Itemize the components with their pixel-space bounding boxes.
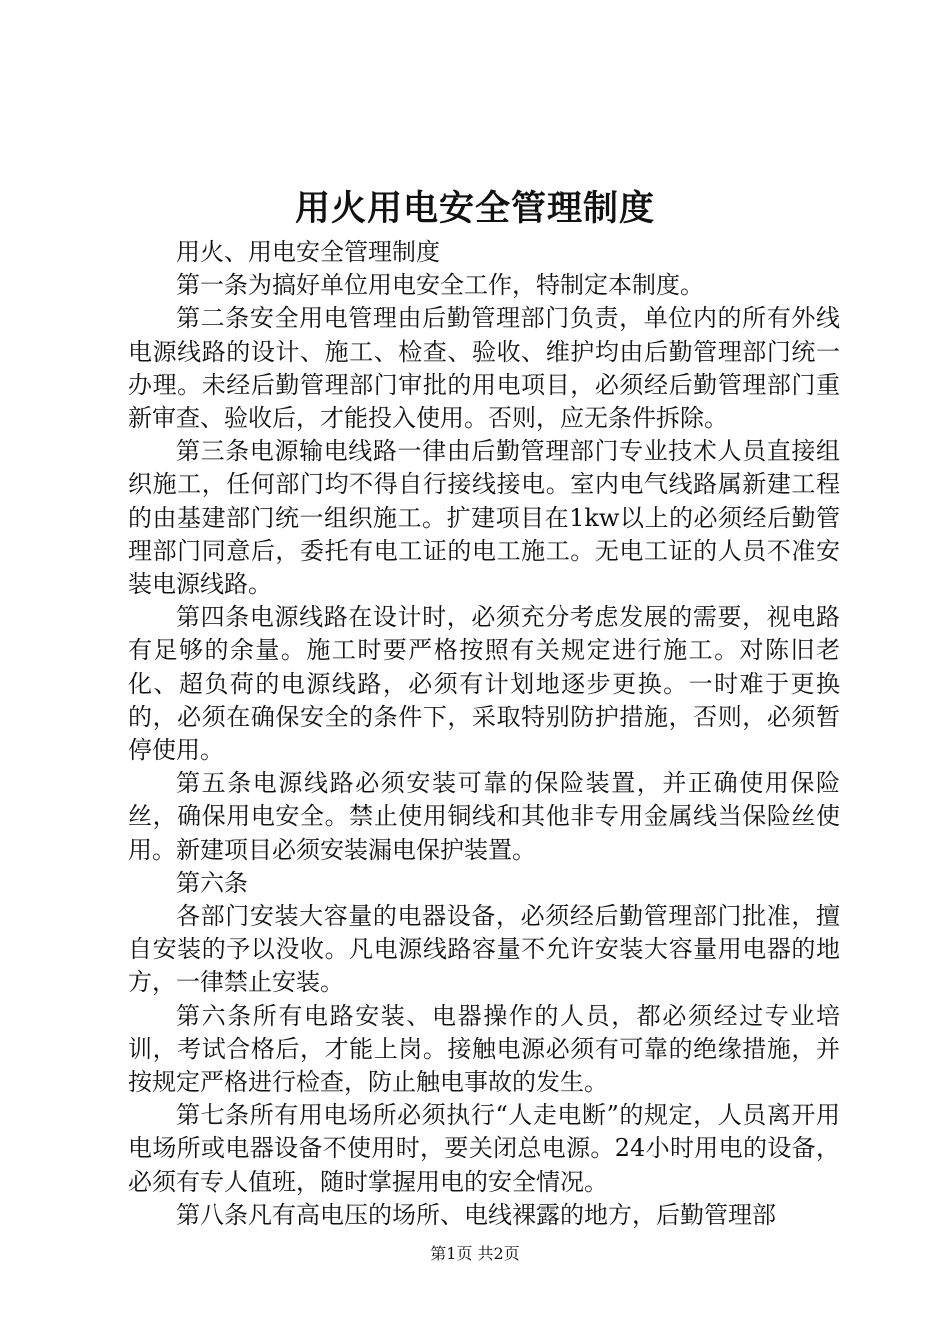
paragraph-article-6-body: 各部门安装大容量的电器设备，必须经后勤管理部门批准，擅自安装的予以没收。凡电源线路容量不允许安装大容量用电器的地方，一律禁止安装。 [128, 902, 840, 997]
paragraph-article-6b: 第六条所有电路安装、电器操作的人员，都必须经过专业培训，考试合格后，才能上岗。接触电源必须有可靠的绝缘措施，并按规定严格进行检查，防止触电事故的发生。 [128, 1001, 840, 1097]
page-number-footer: 第1页 共2页 [430, 1244, 520, 1263]
paragraph-article-3: 第三条电源输电线路一律由后勤管理部门专业技术人员直接组织施工，任何部门均不得自行接线接电。室内电气线路属新建工程的由基建部门统一组织施工。扩建项目在1kw以上的必须经后勤管理部门同意后，委托有电工证的电工施工。无电工证的人员不准安装电源线路。 [128, 437, 840, 599]
paragraph-article-6-heading: 第六条 [176, 868, 248, 897]
paragraph-subtitle: 用火、用电安全管理制度 [176, 238, 440, 266]
paragraph-article-4: 第四条电源线路在设计时，必须充分考虑发展的需要，视电路有足够的余量。施工时要严格按照有关规定进行施工。对陈旧老化、超负荷的电源线路，必须有计划地逐步更换。一时难于更换的，必须在确保安全的条件下，采取特别防护措施，否则，必须暂停使用。 [128, 603, 840, 765]
paragraph-article-1: 第一条为搞好单位用电安全工作，特制定本制度。 [176, 271, 704, 300]
paragraph-article-5: 第五条电源线路必须安装可靠的保险装置，并正确使用保险丝，确保用电安全。禁止使用铜线和其他非专用金属线当保险丝使用。新建项目必须安装漏电保护装置。 [128, 769, 840, 864]
document-title: 用火用电安全管理制度 [294, 189, 655, 229]
document-body [128, 236, 840, 1232]
paragraph-article-2: 第二条安全用电管理由后勤管理部门负责，单位内的所有外线电源线路的设计、施工、检查、验收、维护均由后勤管理部门统一办理。未经后勤管理部门审批的用电项目，必须经后勤管理部门重新审查、验收后，才能投入使用。否则，应无条件拆除。 [128, 304, 840, 433]
paragraph-article-7: 第七条所有用电场所必须执行“人走电断”的规定，人员离开用电场所或电器设备不使用时，要关闭总电源。24小时用电的设备，必须有专人值班，随时掌握用电的安全情况。 [128, 1101, 840, 1196]
paragraph-article-8: 第八条凡有高电压的场所、电线裸露的地方，后勤管理部 [176, 1200, 776, 1229]
